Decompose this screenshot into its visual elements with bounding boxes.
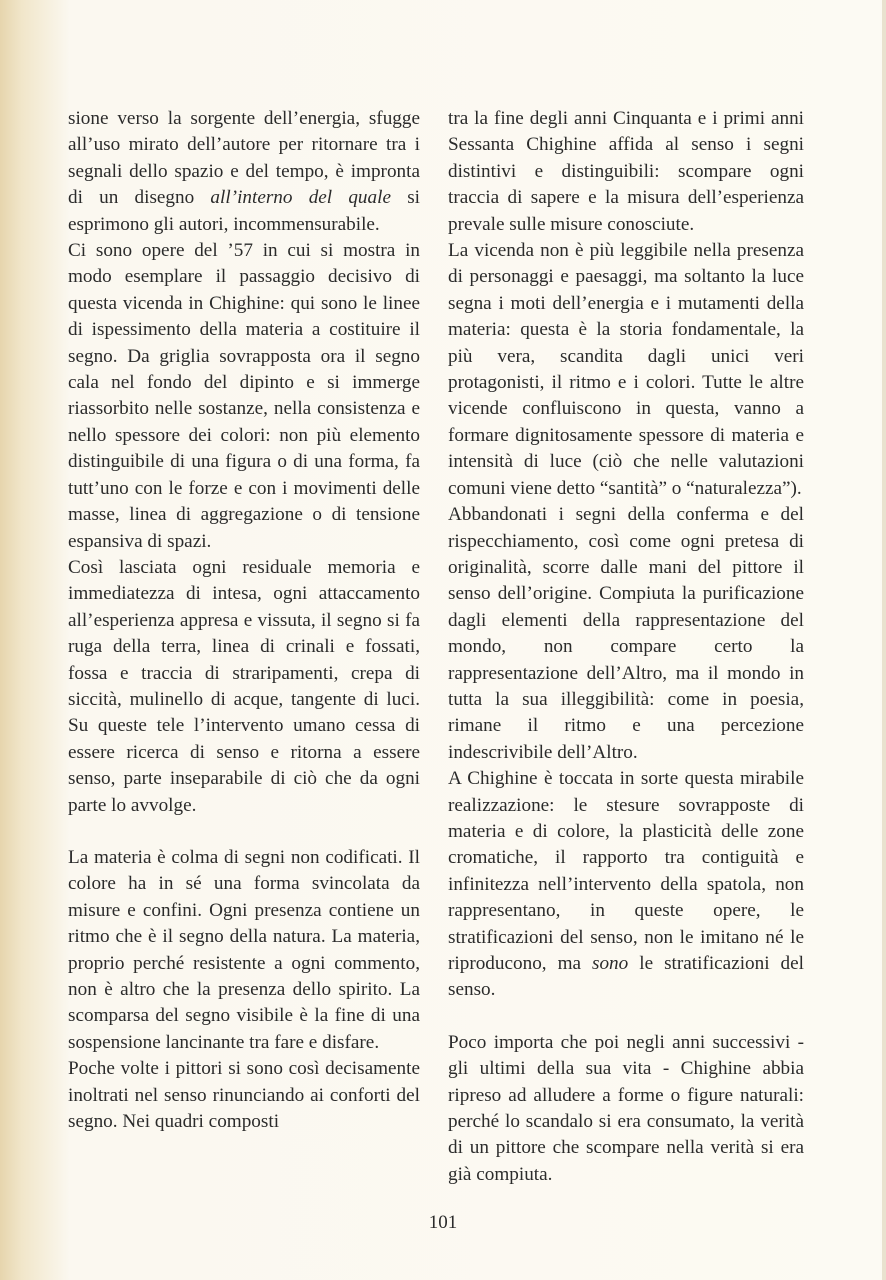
paragraph-text: tra la fine degli anni Cinquanta e i primi anni Sessanta Chighine affida al senso i segni distintivi e distinguibili: scompare ogni traccia di sapere e la misura dell’esperienza prevale sulle misure conosciute. — [448, 108, 804, 235]
paragraph-text: Poche volte i pittori si sono così decisamente inoltrati nel senso rinunciando ai conforti del segno. Nei quadri composti — [68, 1058, 420, 1133]
paragraph-italic-text: all’interno del quale — [210, 187, 391, 209]
paragraph-italic-text: sono — [592, 953, 629, 974]
page-number: 101 — [428, 1212, 458, 1233]
paragraph-text-continued: si esprimono gli autori, incommensurabile. — [68, 187, 420, 235]
left-text-column — [68, 106, 420, 1135]
right-text-column — [448, 106, 804, 1188]
paragraph — [68, 845, 420, 1056]
paragraph-text: La materia è colma di segni non codificati. Il colore ha in sé una forma svincolata da misure e confini. Ogni presenza contiene un ritmo che è il segno della natura. La materia, proprio perché resistente a ogni commento, non è altro che la presenza dello spirito. La scomparsa del segno visibile è la fine di una sospensione lancinante tra fare e disfare. — [68, 846, 420, 1053]
paragraph — [448, 502, 804, 766]
paragraph-text: Abbandonati i segni della conferma e del rispecchiamento, così come ogni pretesa di originalità, scorre dalle mani del pittore il senso dell’origine. Compiuta la purificazione dagli elementi della rappresentazione del mondo, non compare certo la rappresentazione dell’Altro, ma il mondo in tutta la sua illeggibilità: come in poesia, rimane il ritmo e una percezione indescrivibile dell’Altro. — [448, 504, 804, 763]
paragraph — [448, 1030, 804, 1188]
paragraph — [68, 238, 420, 555]
paragraph — [68, 555, 420, 819]
paragraph — [448, 766, 804, 1004]
paragraph-text: Ci sono opere del ’57 in cui si mostra in modo esemplare il passaggio decisivo di questa vicenda in Chighine: qui sono le linee di ispessimento della materia a costituire il segno. Da griglia sovrapposta ora il segno cala nel fondo del dipinto e si immerge riassorbito nelle sostanze, nella consistenza e nello spessore dei colori: non più elemento distinguibile di una figura o di una forma, fa tutt’uno con le forze e con i movimenti delle masse, linea di aggregazione o di tensione espansiva di spazi. — [68, 240, 420, 552]
paragraph-text: A Chighine è toccata in sorte questa mirabile realizzazione: le stesure sovrapposte di materia e di colore, la plasticità delle zone cromatiche, il rapporto tra contiguità e infinitezza nell’intervento della spatola, non rappresentano, in queste opere, le stratificazioni del senso, non le imitano né le riproducono, ma — [448, 768, 804, 974]
paragraph-text: La vicenda non è più leggibile nella presenza di personaggi e paesaggi, ma soltanto la luce segna i moti dell’energia e i mutamenti della materia: questa è la storia fondamentale, la più vera, scandita dagli unici veri protagonisti, il ritmo e i colori. Tutte le altre vicende confluiscono in questa, vanno a formare dignitosamente spessore di materia e intensità di luce (ciò che nelle valutazioni comuni viene detto “santità” o “naturalezza”). — [448, 240, 804, 499]
paragraph — [448, 106, 804, 238]
paragraph-text-continued: le stratificazioni del senso. — [448, 953, 804, 1001]
paragraph — [68, 106, 420, 238]
paragraph-text: sione verso la sorgente dell’energia, sfugge all’uso mirato dell’autore per ritornare tra i segnali dello spazio e del tempo, è impronta di un disegno — [68, 108, 420, 209]
paragraph — [448, 238, 804, 502]
page-edge — [882, 0, 886, 1280]
paragraph — [68, 1056, 420, 1135]
paragraph-text: Così lasciata ogni residuale memoria e immediatezza di intesa, ogni attaccamento all’esperienza appresa e vissuta, il segno si fa ruga della terra, linea di crinali e fossati, fossa e traccia di straripamenti, crepa di siccità, mulinello di acque, tangente di luci. Su queste tele l’intervento umano cessa di essere ricerca di senso e ritorna a essere senso, parte inseparabile di ciò che da ogni parte lo avvolge. — [68, 556, 420, 816]
paragraph-text: Poco importa che poi negli anni successivi - gli ultimi della sua vita - Chighine abbia ripreso ad alludere a forme o figure naturali: perché lo scandalo si era consumato, la verità di un pittore che scompare nella verità si era già compiuta. — [448, 1031, 804, 1185]
